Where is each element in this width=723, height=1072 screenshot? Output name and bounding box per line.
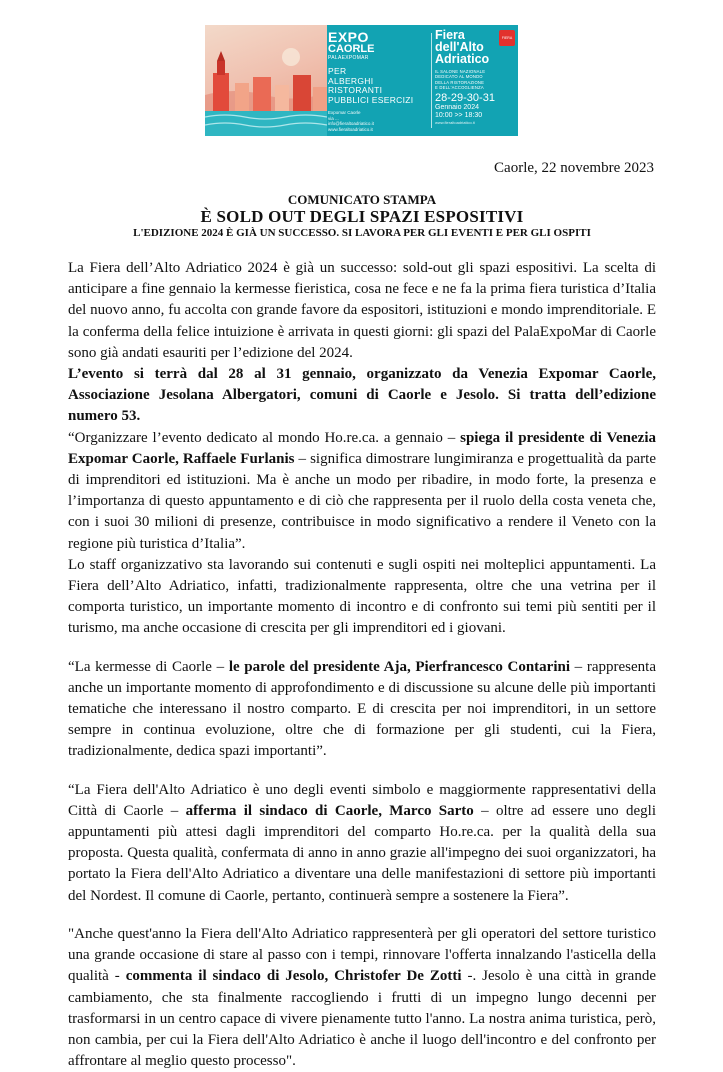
audience-line: PUBBLICI ESERCIZI xyxy=(328,94,414,105)
quote-text: – significa dimostrare lungimiranza e progettualità da parte di imprenditori ed istituzioni. Ma è anche un modo per ribadire, in modo forte, la presenza e l’importanza di questo appuntamento e di ciò che rappresenta per il ruolo della costa veneta che, con i suoi 30 milioni di presenze, contribuisce in modo significativo a rendere il Veneto con la regione più turistica d’Italia”. xyxy=(68,450,656,552)
quote-text: “Organizzare l’evento dedicato al mondo Ho.re.ca. a gennaio – xyxy=(68,429,461,446)
quote-text: – oltre ad essere uno degli appuntamenti più attesi dagli imprenditori del comparto Ho.re.ca. per la qualità della sua proposta. Questa qualità, confermata di anno in anno grazie all'impegno dei suoi organizzatori, ha portato la Fiera dell'Alto Adriatico a diventare una delle manifestazioni di settore più importanti del Nordest. Il comune di Caorle, pertanto, continuerà sempre a sostenere la Fiera”. xyxy=(68,802,656,904)
quote-attribution: spiega il presidente di Venezia Expomar Caorle, Raffaele Furlanis xyxy=(68,429,657,467)
paragraph xyxy=(68,780,656,907)
fiera-desc-line: E DELL'ACCOGLIENZA xyxy=(435,84,484,90)
contact-line: via ... xyxy=(328,115,339,121)
banner-divider xyxy=(431,33,432,128)
press-release-heading xyxy=(68,192,656,240)
expo-title: EXPO xyxy=(328,29,369,45)
expo-subtitle: CAORLE xyxy=(328,43,375,55)
fiera-logo-badge: FIERA xyxy=(499,30,515,46)
quote-text: "Anche quest'anno la Fiera dell'Alto Adriatico rappresenterà per gli operatori del settore turistico una grande occasione di stare al passo con i tempi, rinnovare l'offerta innalzando l'asticella della qualità - xyxy=(68,925,656,985)
quote-text: – rappresenta anche un importante momento di approfondimento e di discussione su alcune delle più importanti tematiche che interessano il nostro comparto. E di crescita per noi imprenditori, in un settore sempre in continua evoluzione, oltre che di formazione per gli studenti, cui la Fiera, tradizionalmente, dedica spazi importanti”. xyxy=(68,658,656,760)
fiera-title-line: dell'Alto xyxy=(435,40,484,54)
paragraph xyxy=(68,428,656,555)
contact-line: www.fieraltoadriatico.it xyxy=(328,126,373,132)
quote-text: “La kermesse di Caorle – xyxy=(68,658,229,675)
paragraph: Lo staff organizzativo sta lavorando sui contenuti e sugli ospiti nei molteplici appuntamenti. La Fiera dell’Alto Adriatico, infatti, tradizionalmente rappresenta, oltre che una vetrina per il comporta turistico, un importante momento di incontro e di confronto sui temi più sentiti per il turismo, ma anche occasione di crescita per gli imprenditori ed i giovani. xyxy=(68,556,656,637)
paragraph xyxy=(68,924,656,1072)
expo-contacts xyxy=(328,110,432,132)
expo-venue: PALAEXPOMAR xyxy=(328,55,369,61)
paragraph-bold xyxy=(68,364,656,428)
fiera-desc-line: IL SALONE NAZIONALE xyxy=(435,69,486,74)
bold-statement: L’evento si terrà dal 28 al 31 gennaio, organizzato da Venezia Expomar Caorle, Associazione Jesolana Albergatori, comuni di Caorle e Jesolo. Si tratta dell’edizione numero 53. xyxy=(68,366,656,425)
fiera-dates: 28-29-30-31 xyxy=(435,92,495,105)
quote-attribution: le parole del presidente Aja, Pierfrancesco Contarini xyxy=(228,658,570,675)
fiera-description xyxy=(435,69,515,90)
fiera-title-line: Fiera xyxy=(435,28,465,42)
event-banner xyxy=(205,25,518,136)
fiera-hours: 10:00 >> 18:30 xyxy=(435,112,483,120)
skyline-illustration xyxy=(205,25,327,136)
quote-attribution: afferma il sindaco di Caorle, Marco Sarto xyxy=(185,802,474,819)
quote-text: “La Fiera dell'Alto Adriatico è uno degli eventi simbolo e maggiormente rappresentativi della Città di Caorle – xyxy=(68,781,656,819)
audience-line: PER xyxy=(328,66,347,76)
quote-text: -. Jesolo è una città in grande cambiamento, che sta finalmente raccogliendo i frutti di un impegno lungo decenni per trasformarsi in un centro capace di vivere pienamente tutto l'anno. La nostra anima turistica, però, non cambia, per cui la Fiera dell'Alto Adriatico è anche il luogo dell'incontro e del confronto per affrontare al meglio questo processo". xyxy=(68,968,656,1070)
fiera-desc-line: DELLA RISTORAZIONE xyxy=(435,79,485,85)
contact-line: Expomar Caorle xyxy=(328,110,361,115)
contact-line: info@fieraltoadriatico.it xyxy=(328,121,374,126)
fiera-desc-line: DEDICATO AL MONDO xyxy=(435,74,483,80)
headline: È SOLD OUT DEGLI SPAZI ESPOSITIVI xyxy=(200,207,524,226)
fiera-month: Gennaio 2024 xyxy=(435,104,479,112)
quote-attribution: commenta il sindaco di Jesolo, Christofer De Zotti xyxy=(125,968,462,985)
caorle-illustration xyxy=(205,25,327,136)
dateline: Caorle, 22 novembre 2023 xyxy=(494,160,654,176)
audience-line: RISTORANTI xyxy=(328,85,383,95)
paragraph: La Fiera dell’Alto Adriatico 2024 è già un successo: sold-out gli spazi espositivi. La scelta di anticipare a fine gennaio la kermesse fieristica, cosa ne fece e ne fa la prima fiera turistica d’Italia del nuovo anno, fu accolta con grande favore da espositori, istituzioni e mondo imprenditoriale. E la conferma della felice intuizione è arrivata in questi giorni: gli spazi del PalaExpoMar di Caorle sono già andati esauriti per l’edizione del 2024. xyxy=(68,260,656,361)
fiera-link: www.fieraltoadriatico.it xyxy=(435,120,475,126)
press-release-body xyxy=(68,258,656,1072)
document-label: COMUNICATO STAMPA xyxy=(287,192,437,207)
paragraph xyxy=(68,657,656,763)
fiera-title-line: Adriatico xyxy=(435,52,490,66)
expo-block xyxy=(328,31,432,132)
audience-line: ALBERGHI xyxy=(328,75,374,86)
expo-audience xyxy=(328,67,432,105)
subheadline: L'EDIZIONE 2024 È GIÀ UN SUCCESSO. SI LAVORA PER GLI EVENTI E PER GLI OSPITI xyxy=(133,227,591,239)
